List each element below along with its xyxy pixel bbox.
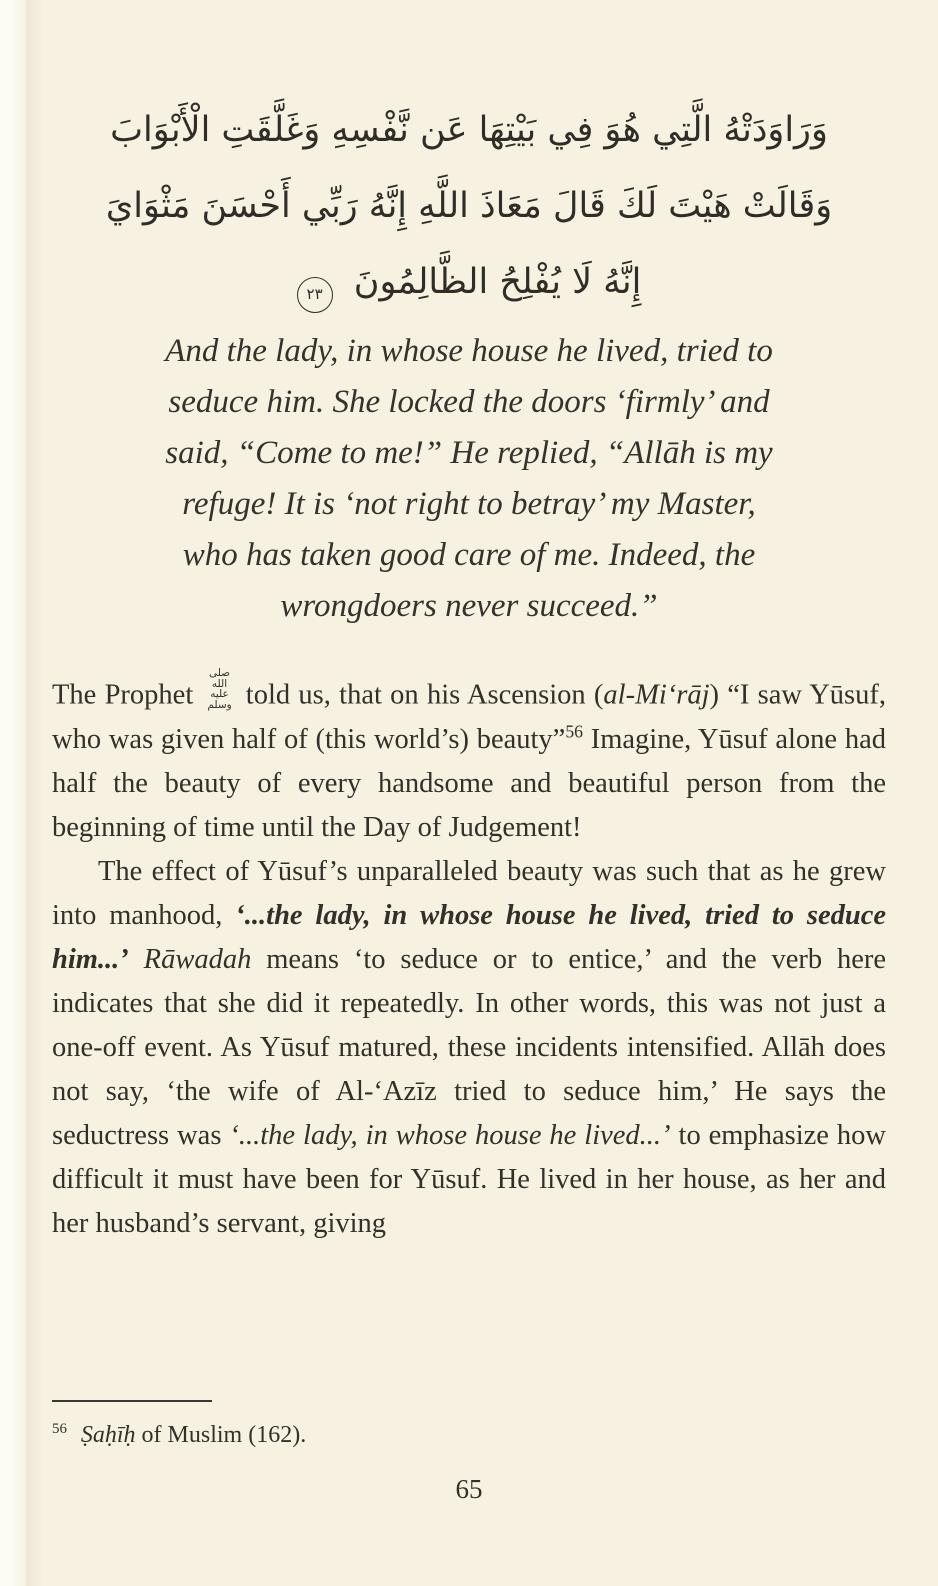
- quran-verse-block: [60, 92, 878, 320]
- ayah-end-marker: ٢٣: [297, 277, 333, 313]
- paragraph-2: The effect of Yūsuf’s unparalleled beauty was such that as he grew into manhood, ‘...the lady, in whose house he lived, tried to seduce him...’ Rāwadah means ‘to seduce or to entice,’ and the verb here indicates that she did it repeatedly. In other words, this was not just a one-off event. As Yūsuf matured, these incidents intensified. Allāh does not say, ‘the wife of Al-‘Azīz tried to seduce him,’ He says the seductress was ‘...the lady, in whose house he lived...’ to emphasize how difficult it must have been for Yūsuf. He lived in her house, as her and her husband’s servant, giving: [52, 855, 886, 1239]
- verse-translation: [70, 326, 868, 632]
- quran-line-2: وَقَالَتْ هَيْتَ لَكَ قَالَ مَعَاذَ اللَّهِ إِنَّهُ رَبِّي أَحْسَنَ مَثْوَايَ: [105, 186, 833, 226]
- translation-line: wrongdoers never succeed.”: [280, 588, 658, 624]
- translation-line: And the lady, in whose house he lived, tried to: [165, 333, 773, 369]
- quran-line-3-text: إِنَّهُ لَا يُفْلِحُ الظَّالِمُونَ: [353, 262, 642, 302]
- footnote-text: Ṣaḥīḥ of Muslim (162).: [80, 1422, 307, 1448]
- quran-line-1: وَرَاوَدَتْهُ الَّتِي هُوَ فِي بَيْتِهَا عَن نَّفْسِهِ وَغَلَّقَتِ الْأَبْوَابَ: [110, 110, 828, 150]
- footnote-separator: [52, 1400, 212, 1402]
- paragraph-1: The Prophet صلى الله عليه وسلم told us, that on his Ascension (al-Mi‘rāj) “I saw Yūsuf, who was given half of (this world’s) beauty”$^{56}$ Imagine, Yūsuf alone had half the beauty of every handsome and beautiful person from the beginning of time until the Day of Judgement!: [52, 667, 887, 843]
- commentary-text: [52, 668, 886, 1246]
- footnote-marker: 56: [52, 1421, 67, 1437]
- translation-line: said, “Come to me!” He replied, “Allāh is my: [165, 435, 773, 471]
- quran-line-3: [60, 244, 878, 320]
- translation-line: who has taken good care of me. Indeed, the: [182, 537, 756, 573]
- translation-line: seduce him. She locked the doors ‘firmly’ and: [168, 384, 770, 420]
- translation-line: refuge! It is ‘not right to betray’ my Master,: [182, 486, 756, 522]
- scan-edge-shadow: [26, 0, 44, 1586]
- page-number: 65: [455, 1474, 483, 1504]
- scan-page-edge: [0, 0, 26, 1586]
- footnote: [52, 1412, 886, 1452]
